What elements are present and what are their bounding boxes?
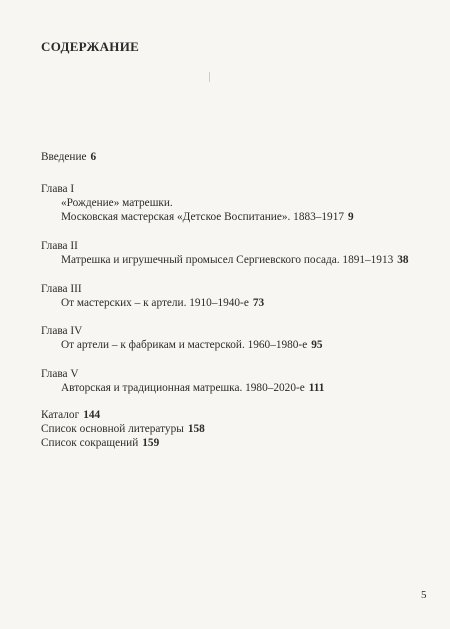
toc-entry-title: Список сокращений bbox=[41, 437, 139, 449]
chapter-label: Глава IV bbox=[41, 325, 83, 337]
toc-entry-chapter-1-line-1 bbox=[61, 196, 173, 210]
toc-entry-title: От мастерских – к артели. 1910–1940-е bbox=[61, 297, 249, 309]
toc-entry-chapter-4 bbox=[61, 338, 323, 352]
toc-page-number: 111 bbox=[308, 382, 325, 394]
toc-page-number: 95 bbox=[311, 339, 323, 351]
toc-entry-title: Список основной литературы bbox=[41, 423, 184, 435]
toc-entry-title: Матрешка и игрушечный промысел Сергиевского посада. 1891–1913 bbox=[61, 254, 394, 266]
toc-entry-title: Каталог bbox=[41, 409, 80, 421]
toc-page-number: 73 bbox=[252, 297, 265, 309]
toc-entry-title: «Рождение» матрешки. bbox=[61, 197, 173, 209]
toc-entry-title: От артели – к фабрикам и мастерской. 1960–1980-е bbox=[61, 339, 308, 351]
toc-entry-abbreviations bbox=[41, 436, 159, 450]
toc-entry-chapter-1-line-2 bbox=[61, 210, 354, 224]
toc-page-number: 144 bbox=[83, 409, 101, 421]
toc-entry-chapter-5 bbox=[61, 381, 324, 395]
toc-entry-literature bbox=[41, 422, 205, 436]
toc-page-number: 159 bbox=[142, 437, 160, 449]
toc-page-number: 9 bbox=[348, 211, 354, 223]
paper-mark bbox=[209, 72, 210, 82]
toc-page-number: 158 bbox=[187, 423, 205, 435]
toc-entry-chapter-3 bbox=[61, 296, 264, 310]
chapter-label: Глава II bbox=[41, 240, 78, 252]
toc-entry-title: Авторская и традиционная матрешка. 1980–2020-е bbox=[61, 382, 305, 394]
page-number: 5 bbox=[421, 589, 427, 601]
toc-entry-title: Московская мастерская «Детское Воспитание». 1883–1917 bbox=[61, 211, 345, 223]
toc-entry-catalog bbox=[41, 408, 100, 422]
toc-page-number: 38 bbox=[397, 254, 409, 266]
toc-entry-title: Введение bbox=[41, 151, 87, 163]
toc-entry-chapter-2 bbox=[61, 253, 409, 267]
toc-entry-intro bbox=[41, 150, 96, 164]
contents-heading: СОДЕРЖАНИЕ bbox=[41, 39, 140, 54]
chapter-label: Глава III bbox=[41, 283, 82, 295]
toc-page-number: 6 bbox=[90, 151, 97, 163]
chapter-label: Глава V bbox=[41, 368, 79, 380]
chapter-label: Глава I bbox=[41, 183, 75, 195]
